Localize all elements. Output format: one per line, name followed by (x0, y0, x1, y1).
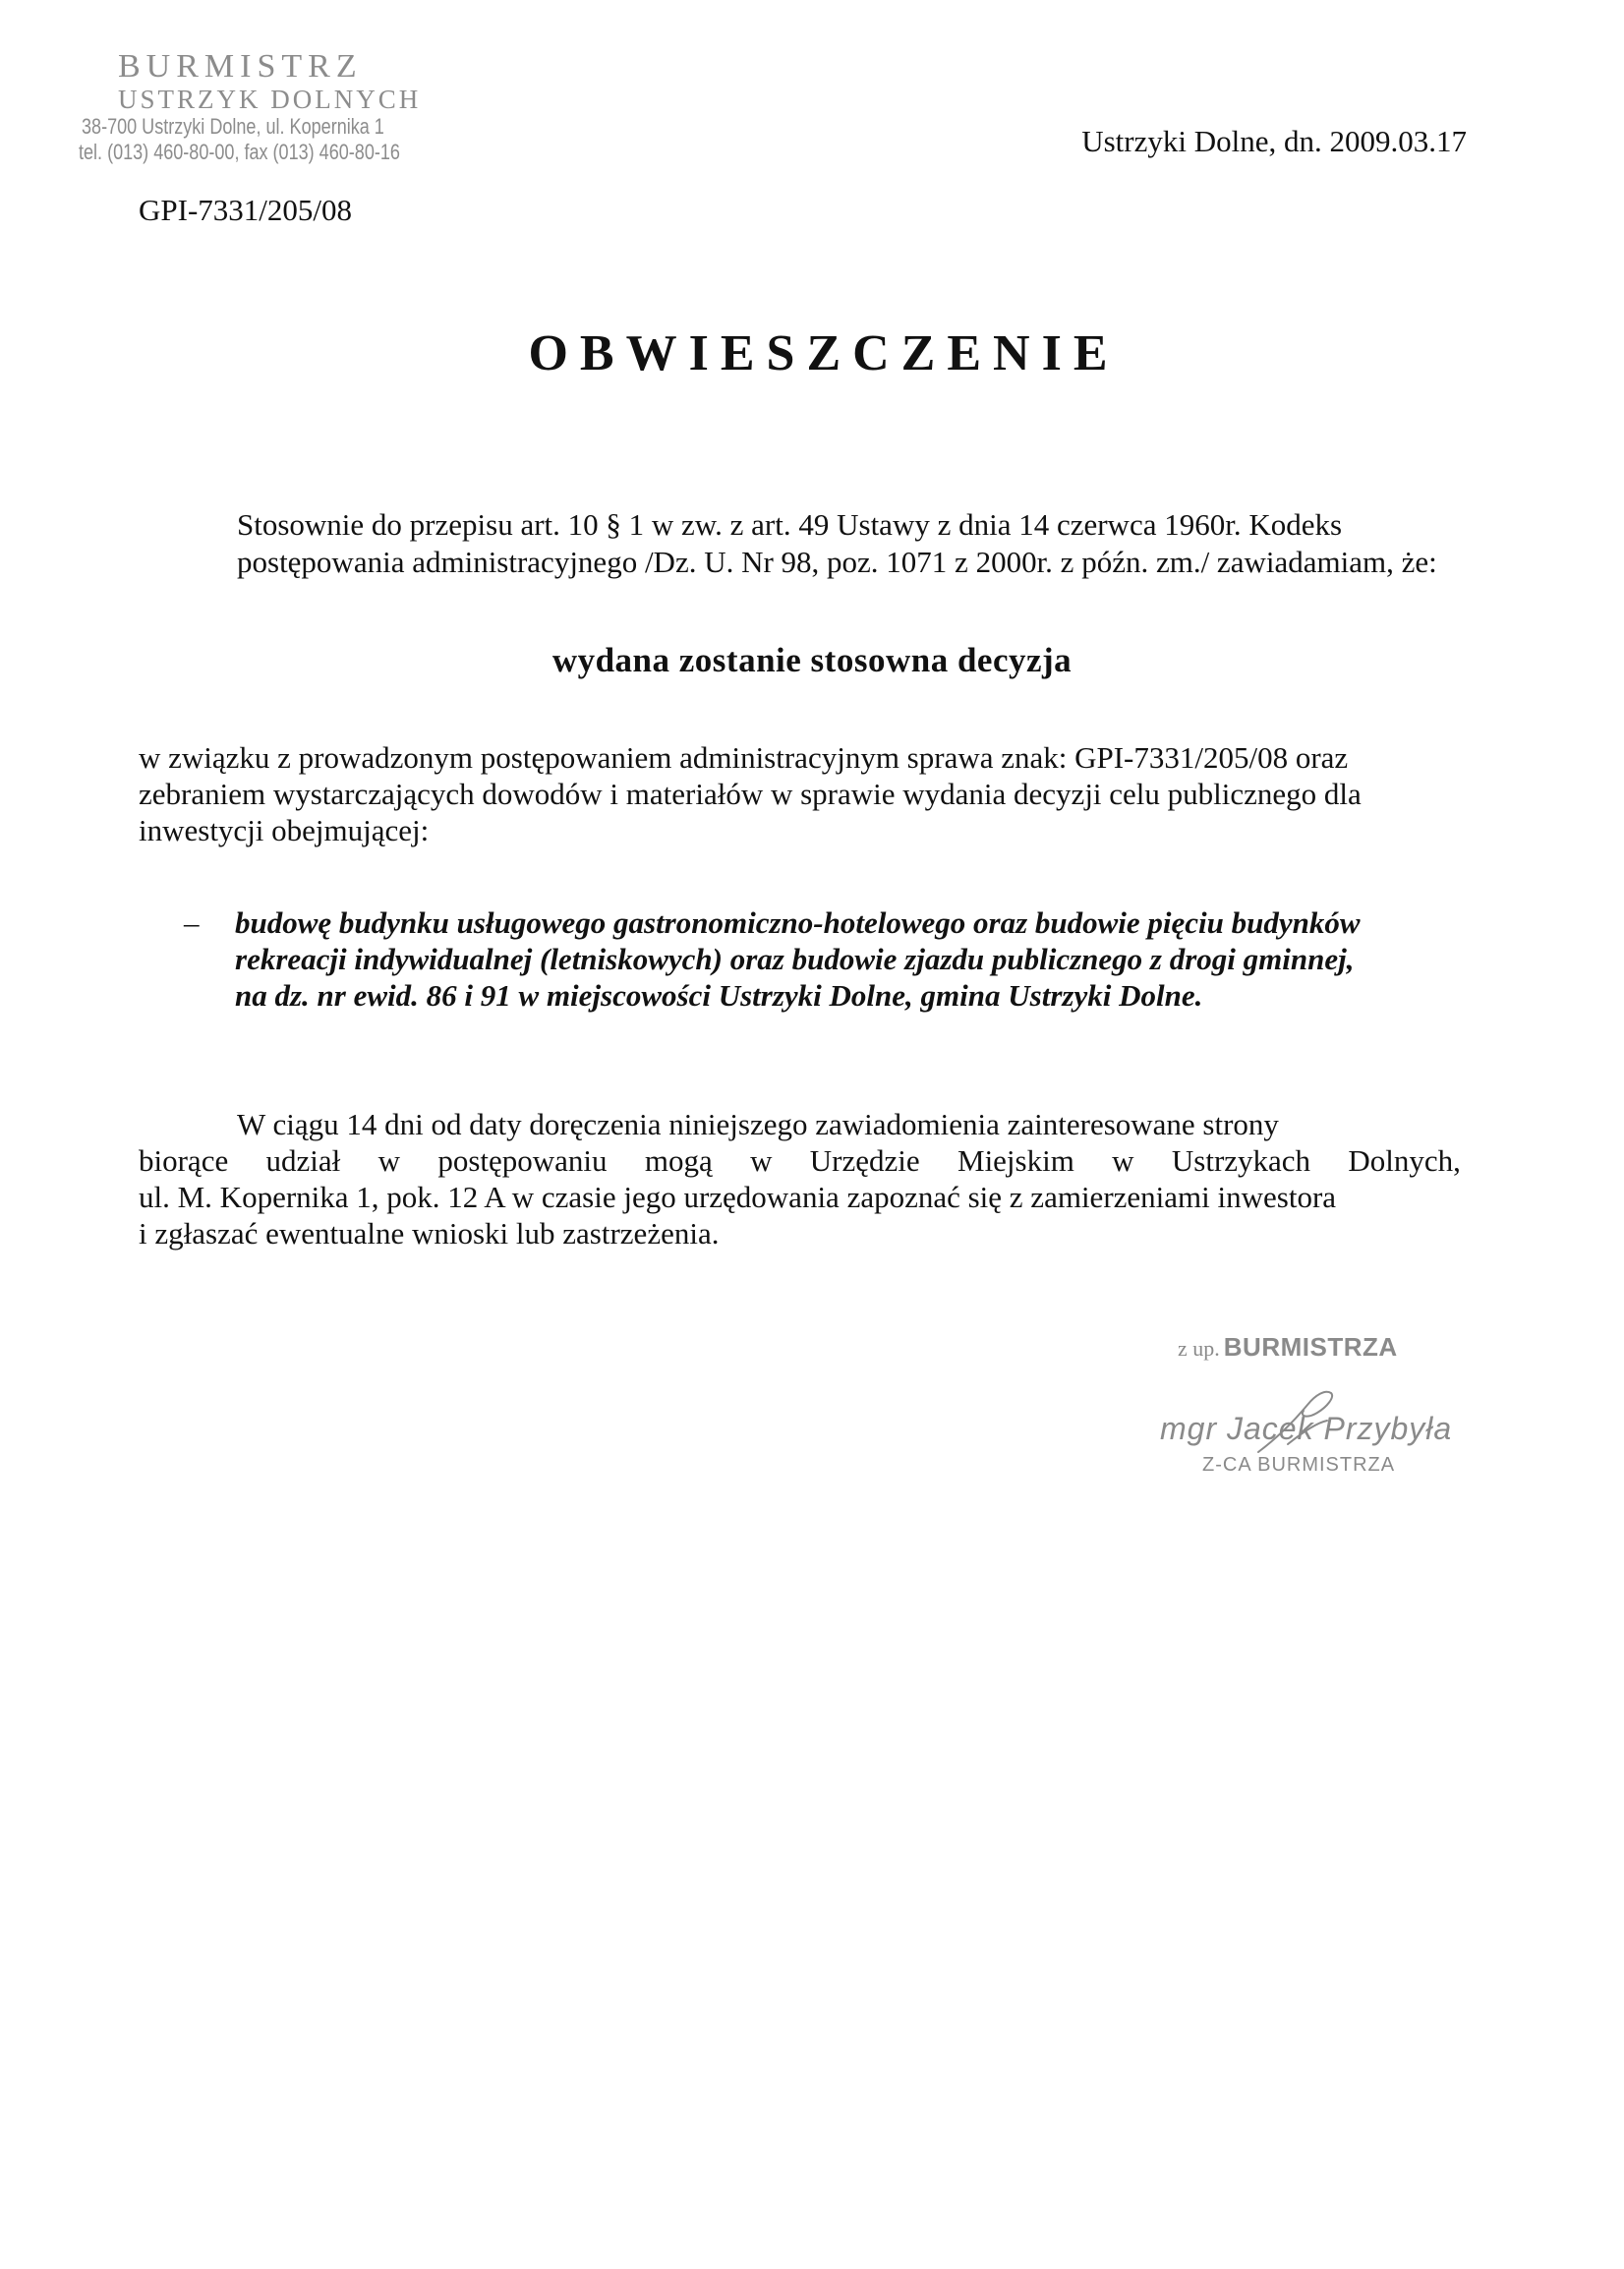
notice-paragraph (139, 1106, 1461, 1251)
document-date: Ustrzyki Dolne, dn. 2009.03.17 (1081, 124, 1467, 158)
paragraph-line: zebraniem wystarczających dowodów i materiałów w sprawie wydania decyzji celu publicznego dla (139, 777, 1362, 811)
signature-prefix: z up. (1178, 1336, 1220, 1361)
justified-word: Dolnych, (1348, 1143, 1461, 1178)
signatory-role: Z-CA BURMISTRZA (1202, 1454, 1396, 1476)
justified-word: biorące (139, 1143, 229, 1178)
stamp-title: BURMISTRZ (118, 48, 363, 85)
signature-authority-name: BURMISTRZA (1223, 1332, 1398, 1362)
paragraph-line: W ciągu 14 dni od daty doręczenia niniejszego zawiadomienia zainteresowane strony (237, 1107, 1279, 1141)
paragraph-line: ul. M. Kopernika 1, pok. 12 A w czasie jego urzędowania zapoznać się z zamierzeniami inwestora (139, 1180, 1337, 1214)
investment-description (235, 904, 1464, 1014)
proceedings-paragraph (139, 739, 1461, 848)
justified-word: postępowaniu (437, 1143, 608, 1178)
justified-word: w (377, 1143, 401, 1178)
signatory-name: mgr Jacek Przybyła (1160, 1411, 1453, 1446)
justified-word: w (1112, 1143, 1134, 1178)
paragraph-line: postępowania administracyjnego /Dz. U. Nr 98, poz. 1071 z 2000r. z późn. zm./ zawiadamiam, że: (237, 545, 1437, 579)
legal-basis-paragraph (237, 506, 1456, 581)
bullet-dash: – (184, 905, 200, 940)
stamp-subtitle: USTRZYK DOLNYCH (118, 85, 422, 114)
bullet-line: na dz. nr ewid. 86 i 91 w miejscowości Ustrzyki Dolne, gmina Ustrzyki Dolne. (235, 978, 1203, 1013)
justified-word: w (750, 1143, 773, 1178)
paragraph-line-justified (139, 1142, 1461, 1179)
stamp-address: 38-700 Ustrzyki Dolne, ul. Kopernika 1 (82, 114, 384, 139)
office-header-stamp (79, 49, 472, 165)
justified-word: Urzędzie (809, 1143, 920, 1178)
bullet-line: rekreacji indywidualnej (letniskowych) oraz budowie zjazdu publicznego z drogi gminnej, (235, 942, 1355, 976)
justified-word: mogą (644, 1143, 713, 1178)
reference-number: GPI-7331/205/08 (139, 193, 352, 227)
paragraph-line: Stosownie do przepisu art. 10 § 1 w zw. z art. 49 Ustawy z dnia 14 czerwca 1960r. Kodeks (237, 507, 1343, 542)
signature-authority (1178, 1332, 1398, 1363)
justified-word: Miejskim (957, 1143, 1074, 1178)
bullet-line: budowę budynku usługowego gastronomiczno-hotelowego oraz budowie pięciu budynków (235, 905, 1361, 940)
paragraph-line: inwestycji obejmującej: (139, 813, 430, 847)
paragraph-line: w związku z prowadzonym postępowaniem administracyjnym sprawa znak: GPI-7331/205/08 oraz (139, 740, 1349, 775)
paragraph-line: i zgłaszać ewentualne wnioski lub zastrzeżenia. (139, 1216, 720, 1251)
decision-subheading: wydana zostanie stosowna decyzja (551, 641, 1073, 679)
document-title: OBWIESZCZENIE (528, 325, 1120, 381)
justified-word: Ustrzykach (1171, 1143, 1311, 1178)
justified-word: udział (265, 1143, 341, 1178)
stamp-contact: tel. (013) 460-80-00, fax (013) 460-80-16 (79, 140, 400, 164)
